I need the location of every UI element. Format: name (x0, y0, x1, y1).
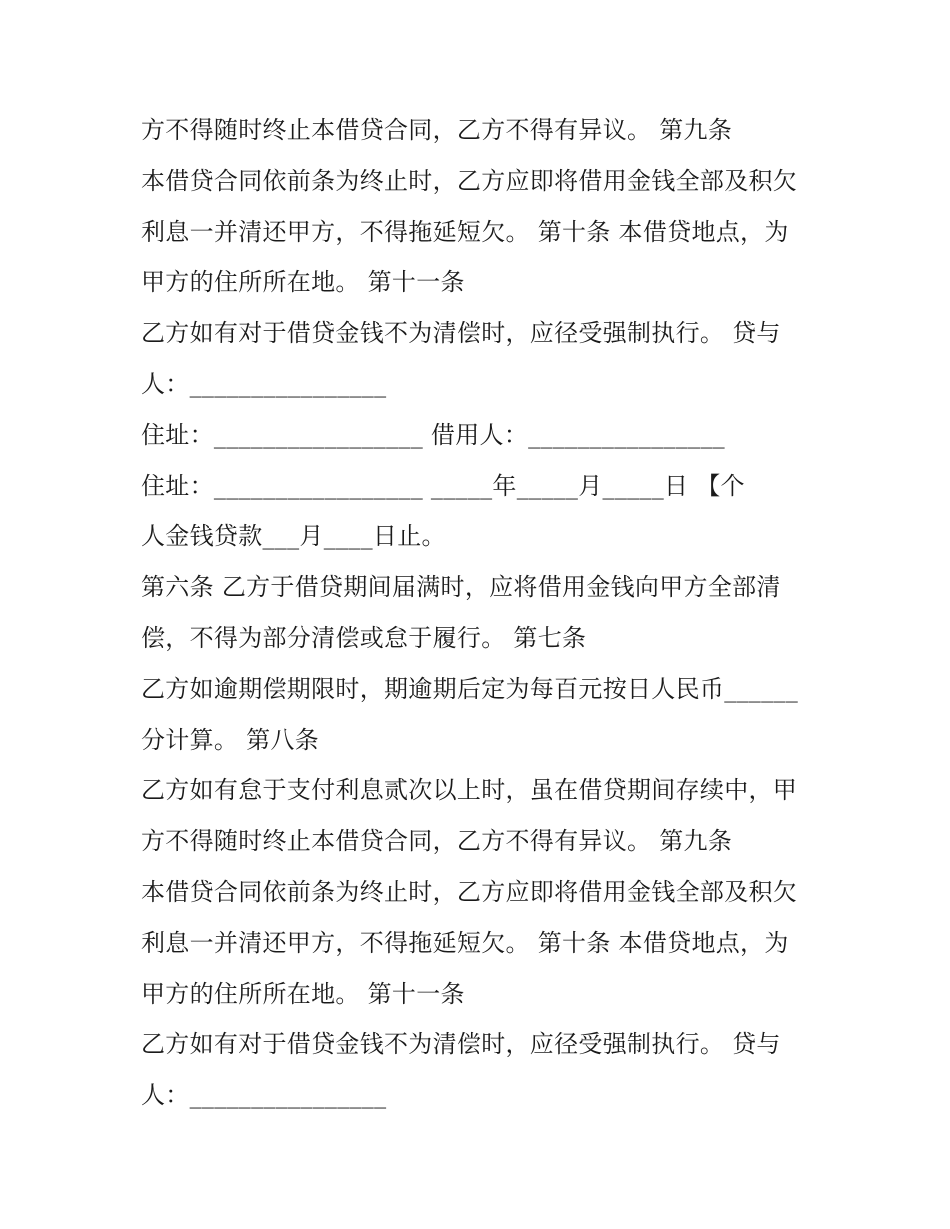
text-line: 乙方如有对于借贷金钱不为清偿时，应径受强制执行。 贷与 (141, 1030, 781, 1059)
text-line: 本借贷合同依前条为终止时，乙方应即将借用金钱全部及积欠 (141, 166, 798, 195)
text-line: 甲方的住所所在地。 第十一条 (141, 268, 465, 297)
text-line: 住址：_________________ 借用人：________________ (141, 420, 725, 449)
text-line: 乙方如有怠于支付利息贰次以上时，虽在借贷期间存续中，甲 (141, 776, 798, 805)
text-line: 方不得随时终止本借贷合同，乙方不得有异议。 第九条 (141, 827, 733, 856)
text-line: 偿，不得为部分清偿或怠于履行。 第七条 (141, 623, 587, 652)
text-line: 利息一并清还甲方，不得拖延短欠。 第十条 本借贷地点，为 (141, 928, 789, 957)
text-line: 乙方如逾期偿期限时，期逾期后定为每百元按日人民币______ (141, 674, 798, 703)
text-line: 方不得随时终止本借贷合同，乙方不得有异议。 第九条 (141, 116, 733, 144)
text-line: 甲方的住所所在地。 第十一条 (141, 979, 465, 1008)
text-line: 本借贷合同依前条为终止时，乙方应即将借用金钱全部及积欠 (141, 877, 798, 906)
text-line: 利息一并清还甲方，不得拖延短欠。 第十条 本借贷地点，为 (141, 217, 789, 246)
text-line: 住址：_________________ _____年_____月_____日 【个 (141, 471, 745, 500)
text-line: 乙方如有对于借贷金钱不为清偿时，应径受强制执行。 贷与 (141, 319, 781, 348)
text-line: 人：________________ (141, 369, 387, 398)
text-line: 人：________________ (141, 1081, 387, 1110)
text-line: 第六条 乙方于借贷期间届满时，应将借用金钱向甲方全部清 (141, 573, 781, 602)
text-line: 分计算。 第八条 (141, 725, 320, 754)
document-body (141, 105, 831, 1121)
text-line: 人金钱贷款___月____日止。 (141, 522, 446, 551)
